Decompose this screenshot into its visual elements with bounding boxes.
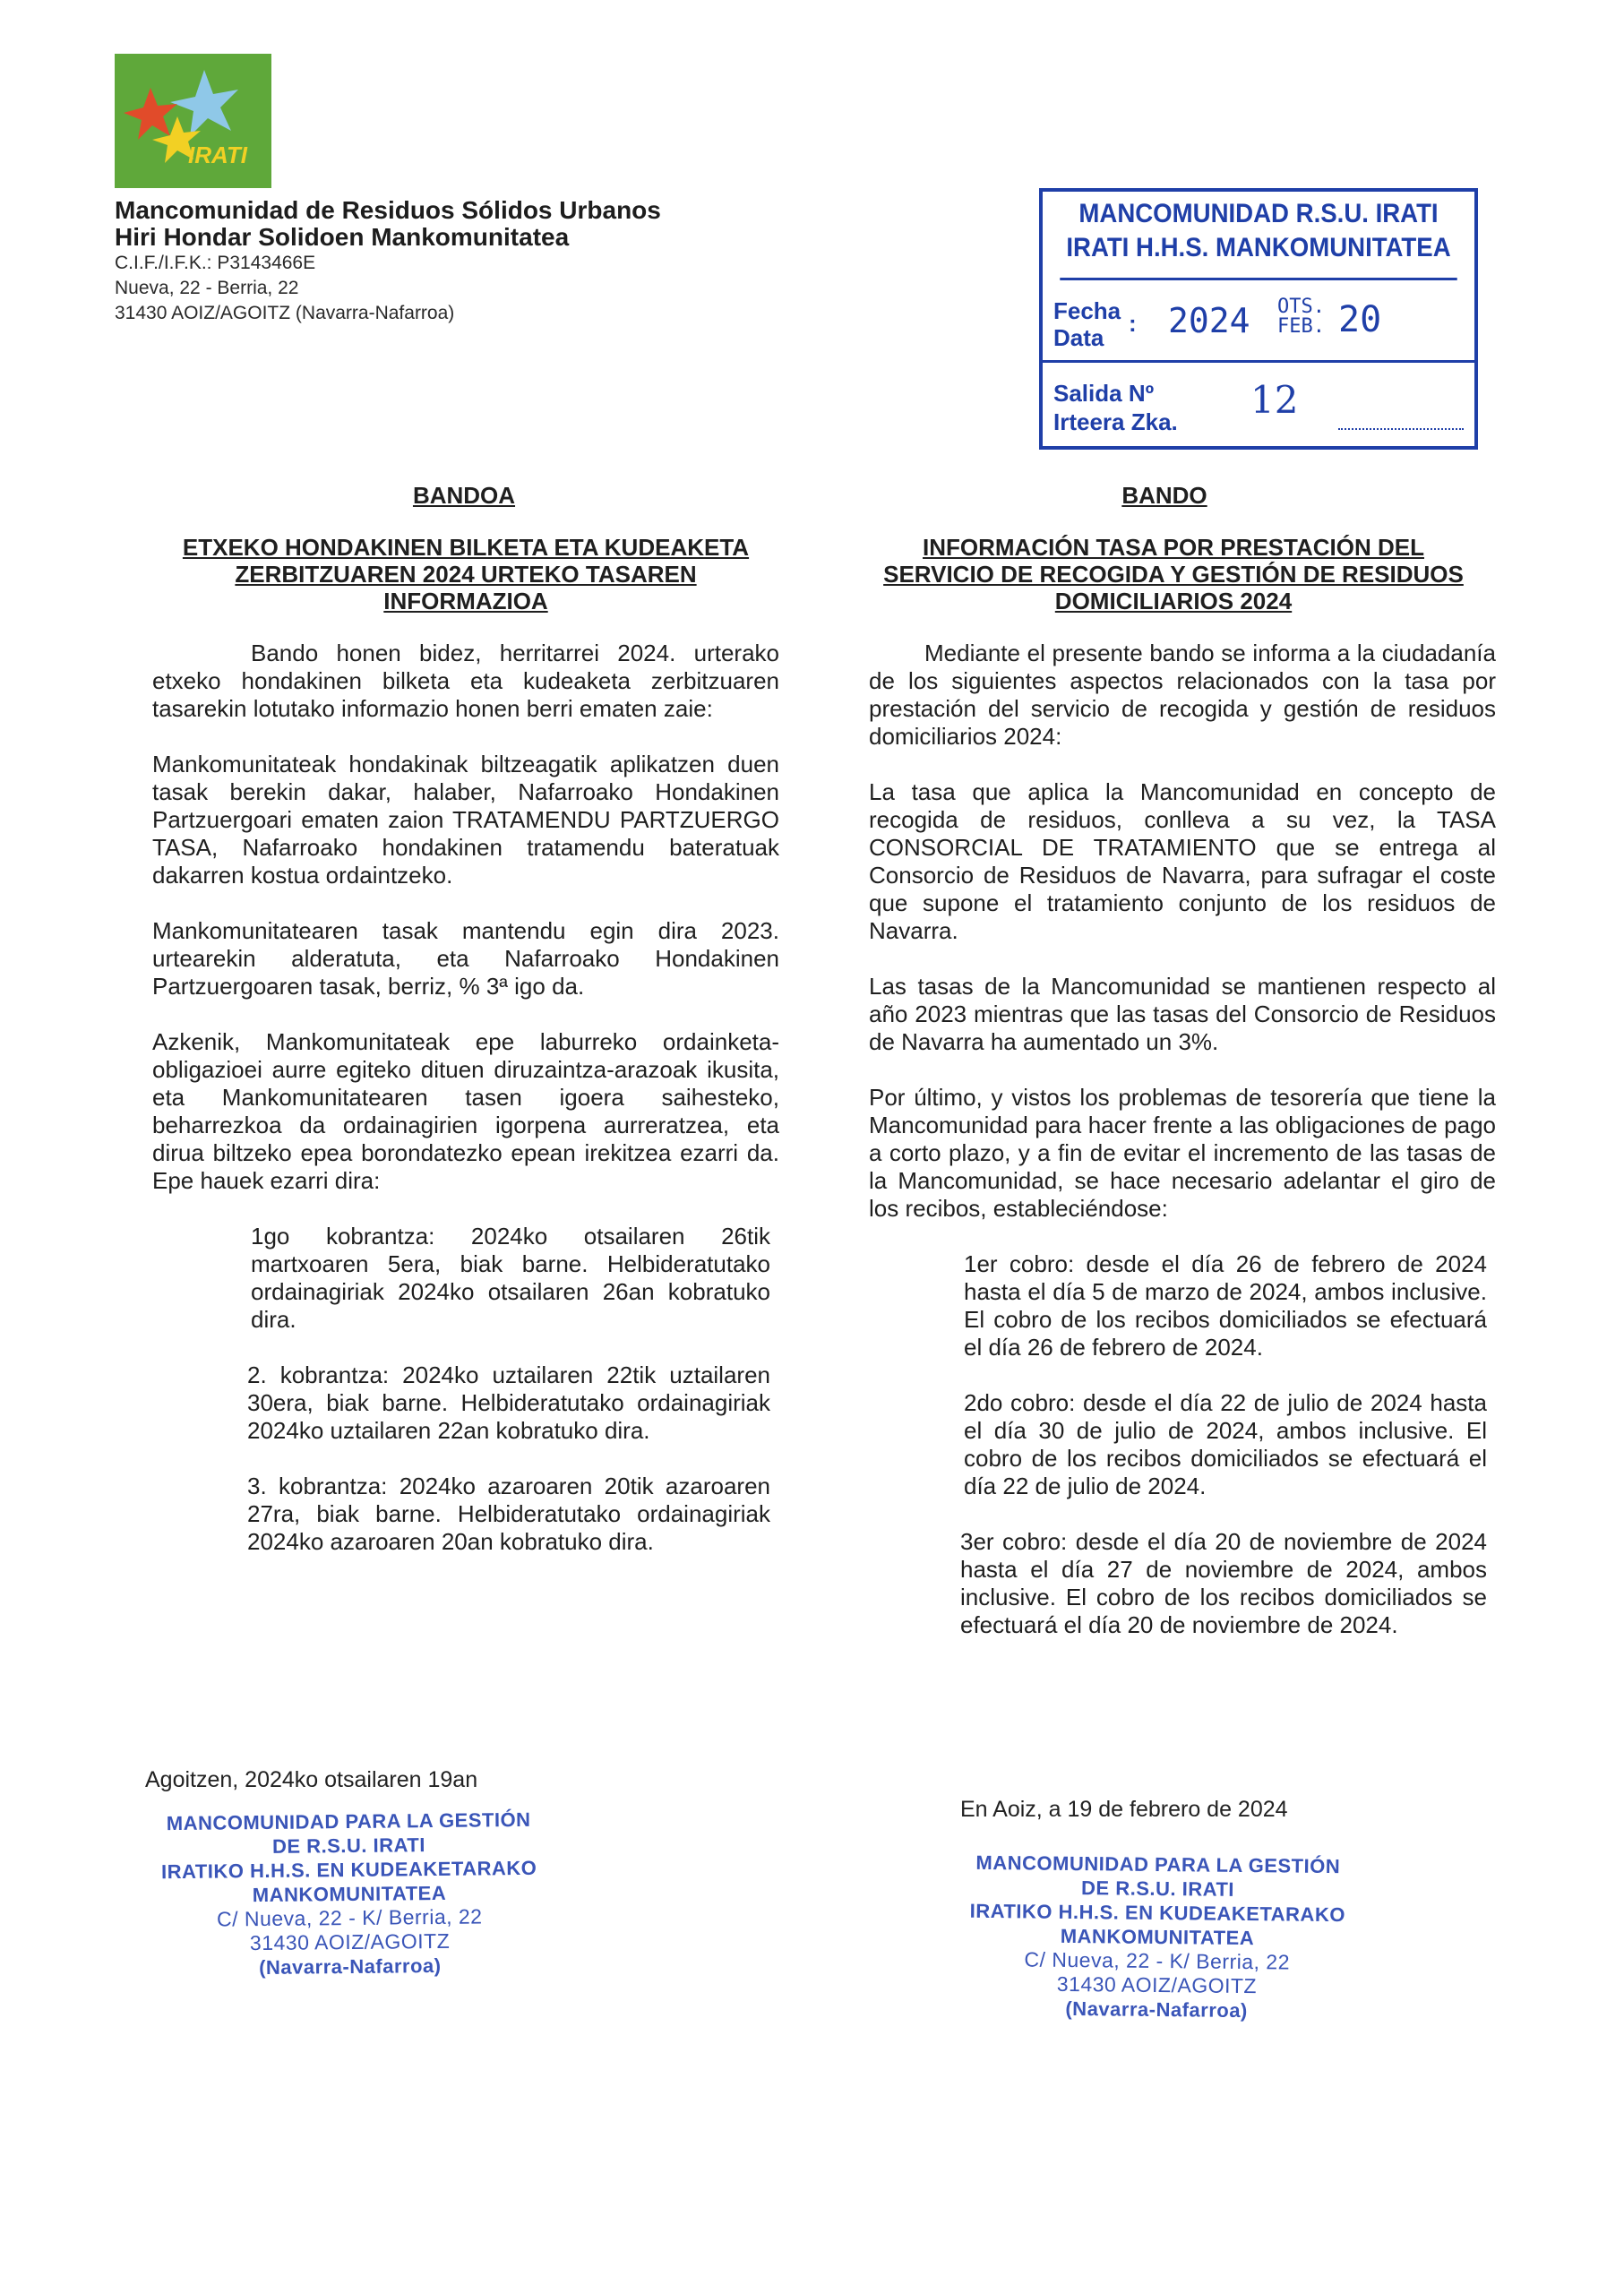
right-paragraph-2: Las tasas de la Mancomunidad se mantienen respecto al año 2023 mientras que las tasas del Consorcio de Residuos de Navarra ha aumentado un 3%. [869, 973, 1496, 1055]
svg-text:IRATI: IRATI [188, 142, 247, 168]
right-item-3: 3er cobro: desde el día 20 de noviembre de 2024 hasta el día 27 de noviembre de 2024, ambos inclusive. El cobro de los recibos domiciliados se efectuará el día 20 de noviembre de 2024. [960, 1528, 1487, 1638]
logo-graphic [115, 54, 271, 188]
right-heading: BANDO [1121, 482, 1207, 509]
org-name-es: Mancomunidad de Residuos Sólidos Urbanos [115, 196, 661, 224]
stamp-day: 20 [1338, 299, 1382, 340]
right-paragraph-3: Por último, y vistos los problemas de tesorería que tiene la Mancomunidad para hacer frente a las obligaciones de pago a corto plazo, y a fin de evitar el incremento de las tasas de la Mancomunidad, se hace necesario adelantar el giro de los recibos, estableciéndose: [869, 1084, 1496, 1222]
right-sig-line-3: IRATIKO H.H.S. EN KUDEAKETARAKO [969, 1899, 1346, 1927]
left-item-2: 2. kobrantza: 2024ko uztailaren 22tik uztailaren 30era, biak barne. Helbideratutako ordainagiriak 2024ko uztailaren 22an kobratuko dira. [247, 1361, 770, 1444]
right-sig-line-6: 31430 AOIZ/AGOITZ [1056, 1971, 1258, 1998]
left-heading: BANDOA [412, 482, 516, 509]
left-sig-line-7: (Navarra-Nafarroa) [259, 1954, 442, 1980]
right-sig-line-1: MANCOMUNIDAD PARA LA GESTIÓN [975, 1851, 1341, 1878]
left-column [152, 482, 779, 1556]
stamp-number-row [1043, 365, 1474, 446]
left-title: ETXEKO HONDAKINEN BILKETA ETA KUDEAKETA ZERBITZUAREN 2024 URTEKO TASAREN INFORMAZIOA [182, 534, 750, 614]
stamp-data-label: Data [1053, 324, 1104, 351]
stamp-month-es: FEB. [1277, 315, 1325, 338]
left-sig-line-1: MANCOMUNIDAD PARA LA GESTIÓN [166, 1808, 531, 1835]
right-paragraph-1: La tasa que aplica la Mancomunidad en concepto de recogida de residuos, conlleva a su vez, la TASA CONSORCIAL DE TRATAMIENTO que se entrega al Consorcio de Residuos de Navarra, para sufragar el coste que supone el tratamiento conjunto de los residuos de Navarra. [869, 778, 1496, 944]
stamp-line1: MANCOMUNIDAD R.S.U. IRATI [1078, 199, 1439, 228]
right-column [869, 482, 1496, 1639]
right-title: INFORMACIÓN TASA POR PRESTACIÓN DEL SERVICIO DE RECOGIDA Y GESTIÓN DE RESIDUOS DOMICILIARIOS 2024 [883, 534, 1464, 614]
stamp-salida-label: Salida Nº [1053, 380, 1155, 407]
stamp-line2: IRATI H.H.S. MANKOMUNITATEA [1066, 233, 1451, 262]
right-sig-line-5: C/ Nueva, 22 - K/ Berria, 22 [1024, 1947, 1291, 1974]
left-intro: Bando honen bidez, herritarrei 2024. urterako etxeko hondakinen bilketa eta kudeaketa zerbitzuaren tasarekin lotutako informazio honen berri ematen zaie: [152, 640, 779, 722]
stamp-irteera-label: Irteera Zka. [1053, 408, 1178, 435]
org-cif: C.I.F./I.F.K.: P3143466E [115, 253, 316, 273]
left-sig-line-4: MANKOMUNITATEA [252, 1881, 447, 1907]
stamp-fecha-label: Fecha [1053, 297, 1121, 324]
right-sig-line-7: (Navarra-Nafarroa) [1065, 1997, 1248, 2022]
left-sig-line-3: IRATIKO H.H.S. EN KUDEAKETARAKO [160, 1856, 537, 1884]
stamp-month-eu: OTS. [1277, 296, 1325, 318]
stamp-year: 2024 [1168, 301, 1250, 340]
org-address: Nueva, 22 - Berria, 22 [115, 278, 299, 298]
registry-stamp [1039, 188, 1478, 450]
left-paragraph-1: Mankomunitateak hondakinak biltzeagatik aplikatzen duen tasak berekin dakar, halaber, Nafarroako Hondakinen Partzuergoari ematen zaion TRATAMENDU PARTZUERGO TASA, Nafarroako hondakinen tratamendu bateratuak dakarren kostua ordaintzeko. [152, 751, 779, 889]
stamp-date-row [1043, 278, 1474, 363]
left-item-3: 3. kobrantza: 2024ko azaroaren 20tik azaroaren 27ra, biak barne. Helbideratutako ordainagiriak 2024ko azaroaren 20an kobratuko dira. [247, 1473, 770, 1555]
right-sig-line-2: DE R.S.U. IRATI [1080, 1876, 1235, 1901]
left-signature-stamp [116, 1807, 583, 1980]
left-paragraph-2: Mankomunitatearen tasak mantendu egin dira 2023. urtearekin alderatuta, eta Nafarroako Hondakinen Partzuergoaren tasak, berriz, % 3ª igo da. [152, 917, 779, 1000]
stamp-header [1060, 192, 1456, 280]
irati-logo [115, 54, 271, 188]
right-item-2: 2do cobro: desde el día 22 de julio de 2024 hasta el día 30 de julio de 2024, ambos inclusive. El cobro de los recibos domiciliados se efectuará el día 22 de julio de 2024. [964, 1389, 1487, 1499]
left-sig-line-5: C/ Nueva, 22 - K/ Berria, 22 [216, 1904, 483, 1931]
left-sig-line-6: 31430 AOIZ/AGOITZ [249, 1928, 451, 1955]
left-paragraph-3: Azkenik, Mankomunitateak epe laburreko ordainketa-obligazioei aurre egiteko dituen diruzaintza-arazoak ikusita, eta Mankomunitatearen tasen igoera saihesteko, beharrezkoa da ordainagirien igorpena aurreratzea, eta dirua biltzeko epea borondatezko epean irekitzea ezarri da. Epe hauek ezarri dira: [152, 1028, 779, 1194]
org-city: 31430 AOIZ/AGOITZ (Navarra-Nafarroa) [115, 303, 455, 323]
org-name-eu: Hiri Hondar Solidoen Mankomunitatea [115, 223, 570, 251]
right-sig-line-4: MANKOMUNITATEA [1060, 1924, 1255, 1950]
left-sig-line-2: DE R.S.U. IRATI [271, 1834, 425, 1858]
left-date: Agoitzen, 2024ko otsailaren 19an [145, 1767, 478, 1792]
stamp-number: 12 [1250, 378, 1299, 422]
stamp-dotted-line [1338, 428, 1464, 430]
right-intro: Mediante el presente bando se informa a la ciudadanía de los siguientes aspectos relacionados con la tasa por prestación del servicio de recogida y gestión de residuos domiciliarios 2024: [869, 640, 1496, 750]
left-item-1: 1go kobrantza: 2024ko otsailaren 26tik martxoaren 5era, biak barne. Helbideratutako ordainagiriak 2024ko otsailaren 26an kobratuko dira. [251, 1223, 770, 1333]
stamp-colon: : [1129, 310, 1137, 337]
right-signature-stamp [924, 1850, 1391, 2023]
right-item-1: 1er cobro: desde el día 26 de febrero de 2024 hasta el día 5 de marzo de 2024, ambos inclusive. El cobro de los recibos domiciliados se efectuará el día 26 de febrero de 2024. [964, 1250, 1487, 1361]
right-date: En Aoiz, a 19 de febrero de 2024 [960, 1797, 1288, 1822]
